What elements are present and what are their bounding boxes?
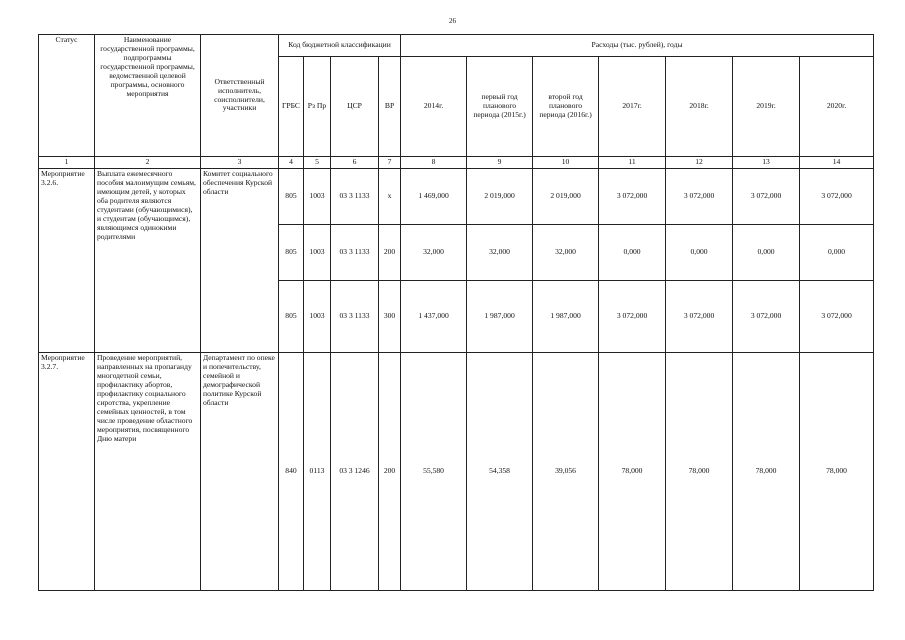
measure-executor: Департамент по опеке и попечительству, семейной и демографической политике Курской области — [201, 352, 279, 590]
cell-2015: 2 019,000 — [467, 168, 533, 224]
cell-2015: 1 987,000 — [467, 280, 533, 352]
cell-grbs: 805 — [279, 224, 304, 280]
cell-2014: 1 437,000 — [401, 280, 467, 352]
cell-vr: 200 — [379, 224, 401, 280]
column-number: 14 — [800, 157, 874, 169]
cell-2019: 3 072,000 — [733, 168, 800, 224]
cell-2019: 3 072,000 — [733, 280, 800, 352]
measure-status: Мероприятие 3.2.7. — [39, 352, 95, 590]
cell-rzpr: 1003 — [304, 280, 331, 352]
cell-2017: 3 072,000 — [599, 168, 666, 224]
header-2017: 2017г. — [599, 57, 666, 157]
cell-2020: 3 072,000 — [800, 280, 874, 352]
header-csr: ЦСР — [331, 57, 379, 157]
column-number: 13 — [733, 157, 800, 169]
header-expenses: Расходы (тыс. рублей), годы — [401, 35, 874, 57]
column-number: 9 — [467, 157, 533, 169]
cell-2016: 2 019,000 — [533, 168, 599, 224]
cell-2019: 78,000 — [733, 352, 800, 590]
column-number: 1 — [39, 157, 95, 169]
cell-csr: 03 3 1246 — [331, 352, 379, 590]
cell-2016: 39,056 — [533, 352, 599, 590]
header-budget-code: Код бюджетной классификации — [279, 35, 401, 57]
header-2018: 2018г. — [666, 57, 733, 157]
header-status: Статус — [39, 35, 95, 157]
header-2020: 2020г. — [800, 57, 874, 157]
cell-rzpr: 1003 — [304, 168, 331, 224]
header-rzpr: Рз Пр — [304, 57, 331, 157]
column-number: 2 — [95, 157, 201, 169]
cell-grbs: 805 — [279, 168, 304, 224]
table-row — [39, 168, 874, 224]
cell-2018: 3 072,000 — [666, 168, 733, 224]
cell-2015: 54,358 — [467, 352, 533, 590]
cell-2014: 55,580 — [401, 352, 467, 590]
cell-2017: 0,000 — [599, 224, 666, 280]
column-number: 11 — [599, 157, 666, 169]
column-number: 7 — [379, 157, 401, 169]
cell-2014: 32,000 — [401, 224, 467, 280]
cell-2015: 32,000 — [467, 224, 533, 280]
cell-2014: 1 469,000 — [401, 168, 467, 224]
measure-status: Мероприятие 3.2.6. — [39, 168, 95, 352]
column-number: 8 — [401, 157, 467, 169]
table-row — [39, 352, 874, 590]
measure-name: Выплата ежемесячного пособия малоимущим семьям, имеющим детей, у которых оба родителя являются студентами (обучающимися), и студентам (обучающимся), являющимся одинокими родителями — [95, 168, 201, 352]
page-number: 26 — [449, 17, 456, 25]
cell-csr: 03 3 1133 — [331, 280, 379, 352]
header-grbs: ГРБС — [279, 57, 304, 157]
cell-grbs: 840 — [279, 352, 304, 590]
column-number: 3 — [201, 157, 279, 169]
cell-2019: 0,000 — [733, 224, 800, 280]
cell-csr: 03 3 1133 — [331, 168, 379, 224]
cell-rzpr: 1003 — [304, 224, 331, 280]
cell-2020: 78,000 — [800, 352, 874, 590]
cell-2017: 78,000 — [599, 352, 666, 590]
cell-vr: х — [379, 168, 401, 224]
header-name: Наименование государственной программы, подпрограммы государственной программы, ведомственной целевой программы, основного мероприятия — [95, 35, 201, 157]
cell-2017: 3 072,000 — [599, 280, 666, 352]
cell-2016: 32,000 — [533, 224, 599, 280]
header-2016: второй год планового периода (2016г.) — [533, 57, 599, 157]
cell-grbs: 805 — [279, 280, 304, 352]
measure-executor: Комитет социального обеспечения Курской области — [201, 168, 279, 352]
header-2015: первый год планового периода (2015г.) — [467, 57, 533, 157]
column-number-row — [39, 157, 874, 169]
cell-rzpr: 0113 — [304, 352, 331, 590]
cell-2018: 78,000 — [666, 352, 733, 590]
measure-name: Проведение мероприятий, направленных на пропаганду многодетной семьи, профилактику абортов, профилактику социального сиротства, укрепление семейных ценностей, в том числе проведение областного мероприятия, посвященного Дню матери — [95, 352, 201, 590]
cell-csr: 03 3 1133 — [331, 224, 379, 280]
cell-2018: 3 072,000 — [666, 280, 733, 352]
column-number: 4 — [279, 157, 304, 169]
column-number: 6 — [331, 157, 379, 169]
header-2014: 2014г. — [401, 57, 467, 157]
cell-2020: 0,000 — [800, 224, 874, 280]
header-executor: Ответственный исполнитель, соисполнители, участники — [201, 35, 279, 157]
column-number: 12 — [666, 157, 733, 169]
cell-vr: 300 — [379, 280, 401, 352]
header-2019: 2019г. — [733, 57, 800, 157]
column-number: 10 — [533, 157, 599, 169]
column-number: 5 — [304, 157, 331, 169]
cell-2020: 3 072,000 — [800, 168, 874, 224]
header-vr: ВР — [379, 57, 401, 157]
cell-2018: 0,000 — [666, 224, 733, 280]
cell-2016: 1 987,000 — [533, 280, 599, 352]
cell-vr: 200 — [379, 352, 401, 590]
budget-table — [38, 34, 874, 591]
